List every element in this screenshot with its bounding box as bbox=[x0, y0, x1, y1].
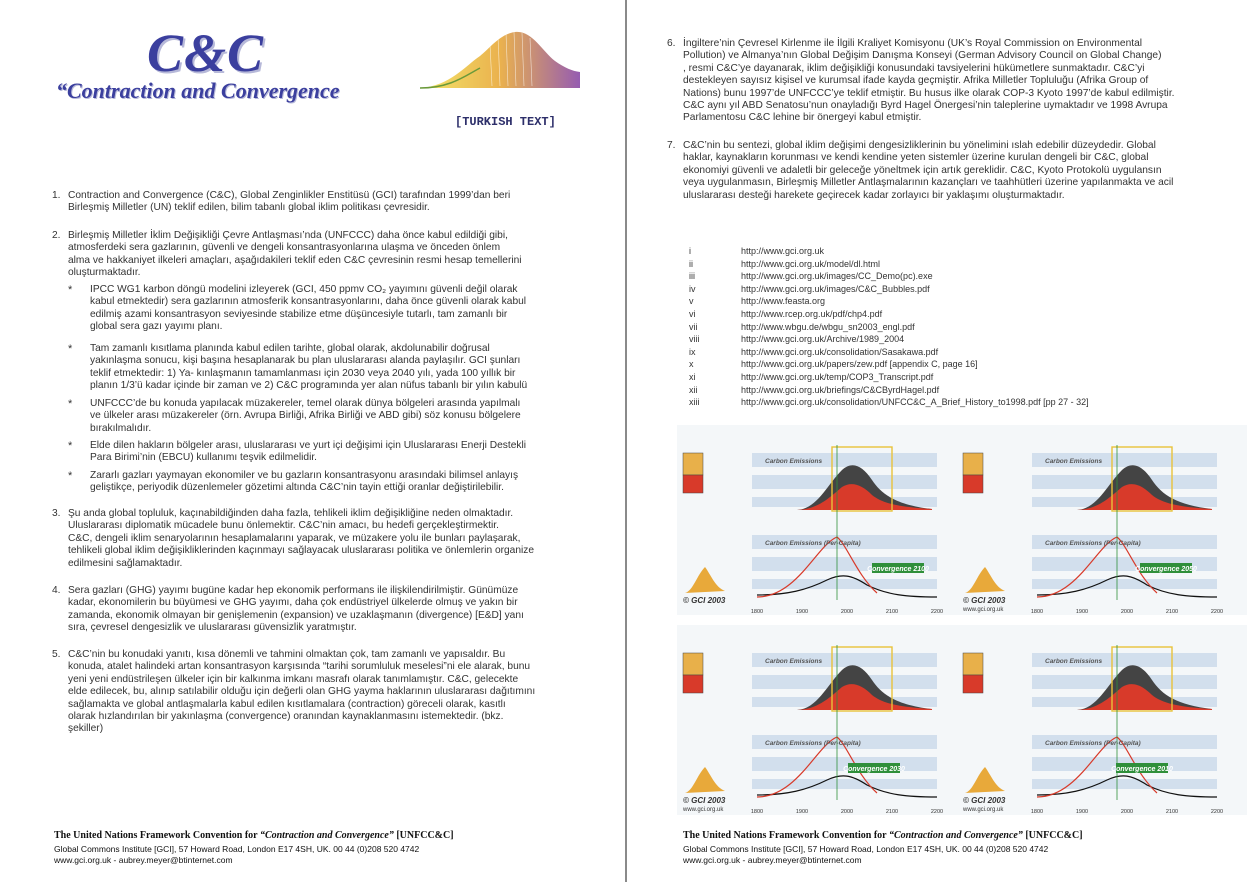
figure-graphic bbox=[957, 625, 1247, 815]
top-chart-label: Carbon Emissions bbox=[1045, 458, 1103, 465]
logo-title: C&C bbox=[147, 23, 265, 83]
bottom-chart-label: Carbon Emissions (Per-Capita) bbox=[1045, 540, 1141, 547]
year-tick-label: 2200 bbox=[930, 609, 944, 615]
bottom-chart-label: Carbon Emissions (Per-Capita) bbox=[1045, 740, 1141, 747]
reference-item: v http://www.feasta.org bbox=[689, 296, 826, 307]
convergence-badge-label: Convergence 2010 bbox=[1111, 766, 1173, 773]
reference-item: ix http://www.gci.org.uk/consolidation/Sasakawa.pdf bbox=[689, 346, 939, 357]
reference-link[interactable]: http://www.rcep.org.uk/pdf/chp4.pdf bbox=[741, 308, 883, 319]
year-tick-label: 2000 bbox=[1120, 809, 1134, 815]
year-tick-label: 2200 bbox=[1210, 809, 1224, 815]
year-tick-label: 2000 bbox=[840, 609, 854, 615]
grid-band bbox=[752, 779, 937, 789]
reference-link[interactable]: http://www.gci.org.uk bbox=[741, 246, 825, 256]
footer-contact: www.gci.org.uk - aubrey.meyer@btinternet.com bbox=[683, 855, 862, 865]
footer-address: Global Commons Institute [GCI], 57 Howard Road, London E17 4SH, UK. 00 44 (0)208 520 4742 bbox=[683, 844, 1049, 854]
reference-link[interactable]: http://www.gci.org.uk/papers/zew.pdf [appendix C, page 16] bbox=[741, 359, 978, 370]
convergence-badge-label: Convergence 2050 bbox=[1135, 566, 1197, 573]
website-label: www.gci.org.uk bbox=[963, 607, 1004, 613]
reference-link[interactable]: http://www.gci.org.uk/model/dl.html bbox=[741, 258, 881, 269]
north-box-icon bbox=[963, 453, 983, 475]
logo-subtitle: “Contraction and Convergence bbox=[56, 78, 340, 103]
language-tag: [TURKISH TEXT] bbox=[455, 115, 556, 129]
convergence-figure bbox=[677, 425, 967, 615]
footer-address: Global Commons Institute [GCI], 57 Howard Road, London E17 4SH, UK. 00 44 (0)208 520 4742 bbox=[54, 844, 420, 854]
reference-list bbox=[689, 245, 1089, 409]
right-page: 6. İngiltere’nin Çevresel Kirlenme ile İlgili Kraliyet Komisyonu (UK’s Royal Commission on Environmental Pollution) ve Almanya’nın Global Değişim Danışma Konseyi (German Advisory Council on Global Change) , resmi C&C’ye dayanarak, iklim değişikliği konusundaki tavsiyelerini hükümetlere sunmaktadır. C&C’yi destekleyen sayısız kişisel ve kurumsal ifade kayda geçmiştir. Afrika Milletler Topluluğu (Afrika Group of Nations) bunu 1997’de UNFCCC’ye teklif etmiştir. Bu husus ilke olarak COP-3 Kyoto 1997’de kabul edilmiştir. C&C aynı yıl ABD Senatosu’nun onayladığı Byrd Hagel Önergesi’nin taleplerine uymaktadır ve 1998 Avrupa Parlamentosu C&C lehine bir önergeyi kabul etmiştir. 7. C&C’nin bu sentezi, global iklim değişimi dengesizliklerinin bu yönelimini ıslah edebilir düzeydedir. Global haklar, kaynakların korunması ve kendi kendine yeten sistemler üzerine kurulan dengeli bir C&C, global ekonomiyi güvenli ve adaletli bir geleceğe yöneltmek için artık gereklidir. C&C, Kyoto Protokolü uygulansın veya uygulanmasın, Birleşmiş Milletler Antlaşmalarının kazançları ve taahhütleri üzerine yapılanmakta ve acil uluslararası desteği harekete geçirecek kadar zorlayıcı bir yaklaşımı oluşturmaktadır. i http://www.gci.org.uk ii http://www.gci.org.uk/model/dl.html iii http://www.gci.org.uk/images/CC_Demo(pc).exe iv http://www.gci.org.uk/images/C&C_Bubbles.pdf v http://www.feasta.org vi http://www.rcep.org.uk/pdf/chp4.pdf vii http://www.wbgu.de/wbgu_sn2003_engl.pdf viii http://www.gci.org.uk/Archive/1989_2004 ix http://www.gci.org.uk/consolidation/Sasakawa.pdf x http://www.gci.org.uk/papers/zew.pdf [appendix C, page 16] xi http://www.gci.org.uk/temp/COP3_Transcript.pdf xii http://www.gci.org.uk/briefings/C&CByrdHagel.pdf xiii http://www.gci.org.uk/consolidation/UNFCC&C_A_Brief_History_to1998.pdf [pp 27 - 32] Convergence 2100 Carbon Emissions Carbon Emissions (Per-Capita) © GCI 2003 1800 1900 2000 2100 2200 Convergence 2050 Carbon Emissions Carbon Emissions (Per-Capita) © GCI 2003 www.gci.org.uk 1800 1900 2000 2100 2200 Convergence 2030 Carbon Emissions Carbon Emissions (Per-Capita) © GCI 2003 www.gci.org.uk 1800 1900 2000 2100 2200 Convergence 2010 Carbon Emissions Carbon Emissions (Per-Capita) © GCI 2003 www.gci.org.uk 1800 1900 2000 2100 2200 The United Nations Framework Convention for “Contraction and Convergence” [UNFCC&C] Global Commons Institute [GCI], 57 Howard Road, London E17 4SH, UK. 00 44 (0)208 520 4742 www.gci.org.uk - aubrey.meyer@btinternet.com bbox=[627, 0, 1251, 882]
grid-band bbox=[752, 579, 937, 589]
reference-link[interactable]: http://www.gci.org.uk/consolidation/Sasakawa.pdf bbox=[741, 346, 939, 357]
reference-link[interactable]: http://www.feasta.org bbox=[741, 296, 826, 307]
website-label: www.gci.org.uk bbox=[683, 807, 724, 813]
year-tick-label: 1800 bbox=[750, 609, 764, 615]
grid-band bbox=[1032, 579, 1217, 589]
year-tick-label: 2000 bbox=[840, 809, 854, 815]
reference-item: vi http://www.rcep.org.uk/pdf/chp4.pdf bbox=[689, 308, 883, 319]
south-box-icon bbox=[963, 475, 983, 493]
reference-item: iii http://www.gci.org.uk/images/CC_Demo(pc).exe bbox=[689, 271, 933, 282]
year-tick-label: 2100 bbox=[1165, 609, 1179, 615]
north-box-icon bbox=[683, 453, 703, 475]
year-tick-label: 1900 bbox=[1075, 609, 1089, 615]
copyright-label: © GCI 2003 bbox=[963, 596, 1006, 605]
website-label: www.gci.org.uk bbox=[963, 807, 1004, 813]
north-box-icon bbox=[683, 653, 703, 675]
reference-item: x http://www.gci.org.uk/papers/zew.pdf [appendix C, page 16] bbox=[689, 359, 978, 370]
reference-item: viii http://www.gci.org.uk/Archive/1989_2004 bbox=[689, 334, 905, 345]
year-tick-label: 1900 bbox=[795, 609, 809, 615]
year-tick-label: 2100 bbox=[885, 809, 899, 815]
reference-item: vii http://www.wbgu.de/wbgu_sn2003_engl.pdf bbox=[689, 321, 915, 332]
mountain-logo-icon bbox=[420, 26, 580, 96]
year-tick-label: 2200 bbox=[930, 809, 944, 815]
south-box-icon bbox=[683, 475, 703, 493]
copyright-label: © GCI 2003 bbox=[683, 596, 726, 605]
top-chart-label: Carbon Emissions bbox=[765, 658, 823, 665]
top-chart-label: Carbon Emissions bbox=[1045, 658, 1103, 665]
year-tick-label: 1800 bbox=[1030, 809, 1044, 815]
reference-item: xii http://www.gci.org.uk/briefings/C&CByrdHagel.pdf bbox=[689, 384, 940, 395]
south-box-icon bbox=[683, 675, 703, 693]
reference-link[interactable]: http://www.gci.org.uk/images/C&C_Bubbles.pdf bbox=[741, 283, 930, 294]
year-tick-label: 1800 bbox=[1030, 609, 1044, 615]
north-box-icon bbox=[963, 653, 983, 675]
bottom-chart-label: Carbon Emissions (Per-Capita) bbox=[765, 740, 861, 747]
figure-graphic bbox=[957, 425, 1247, 615]
convergence-figure bbox=[957, 425, 1247, 615]
footer-contact: www.gci.org.uk - aubrey.meyer@btinternet.com bbox=[54, 855, 233, 865]
figure-graphic bbox=[677, 625, 967, 815]
copyright-label: © GCI 2003 bbox=[963, 796, 1006, 805]
reference-link[interactable]: http://www.gci.org.uk/Archive/1989_2004 bbox=[741, 334, 905, 345]
reference-item: xiii http://www.gci.org.uk/consolidation/UNFCC&C_A_Brief_History_to1998.pdf [pp 27 - 32] bbox=[689, 397, 1089, 408]
convergence-badge-label: Convergence 2030 bbox=[843, 766, 905, 773]
grid-band bbox=[1032, 779, 1217, 789]
left-page: C&C “Contraction and Convergence [TURKISH TEXT] 1. Contraction and Convergence (C&C), Global Zenginlikler Enstitüsü (GCI) tarafından 1999’dan beri Birleşmiş Milletler (UN) teklif edilen, bilim tabanlı global iklim politikası çevresidir. 2. Birleşmiş Milletler İklim Değişikliği Çevre Antlaşması’nda (UNFCCC) daha önce kabul edildiği gibi, atmosferdeki sera gazlarının, güvenli ve dengeli konsantrasyonlarına ulaşma ve önceden önlem alma ve hakkaniyet ilkeleri amaçları, aşağıdakileri teklif eden C&C çevresinin resmi hesap temellerini oluşturmaktadır. * IPCC WG1 karbon döngü modelini izleyerek (GCI, 450 ppmv CO₂ yayımını güvenli değil olarak kabul etmektedir) sera gazlarının atmosferik konsantrasyonlarını, daha önce güvenli olarak kabul edilmiş azami konsantrasyon seviyesinde stabilize etme düşüncesiyle tutarlı, tam zamanlı bir global sera gazı yayımı planı. * Tam zamanlı kısıtlama planında kabul edilen tarihte, global olarak, akdolunabilir doğrusal yakınlaşma sonucu, kişi başına hesaplanarak bu plan uluslararası alanda paylaşılır. GCI şunları teklif etmektedir: 1) Ya- kınlaşmanın tamamlanması için 2030 veya 2040 yılı, yada 100 yıllık bir planın 1/3’ü kadar içinde bir zaman ve 2) C&C programında yer alan nüfus tabanlı bir yılın kabulü * UNFCCC’de bu konuda yapılacak müzakereler, temel olarak dünya bölgeleri arasında yapılmalı ve ülkeler arası müzakereler (örn. Avrupa Birliği, Afrika Birliği ve ABD gibi) söz konusu bölgelere bırakılmalıdır. * Elde dilen hakların bölgeler arası, uluslararası ve yurt içi değişimi için Uluslararası Enerji Destekli Para Birimi’nin (EBCU) kullanımı teşvik edilmelidir. * Zararlı gazları yaymayan ekonomiler ve bu gazların konsantrasyonu arasındaki bilimsel anlayış geliştikçe, periyodik düzenlemeler gözetimi altında C&C’nin tayin ettiği oranlar değiştirilebilir. 3. Şu anda global topluluk, kaçınabildiğinden daha fazla, tehlikeli iklim değişikliğine neden olmaktadır. Uluslararası diplomatik mücadele bunu önlemektir. C&C’nin amacı, bu hedefi gerçekleştirmektir. C&C, dengeli iklim senaryolarının hesaplamalarını yaparak, ve müzakere yolu ile bunları paylaşarak, tehlikeli global iklim değişikliklerinden kaçınmayı sağlayacak uluslararası politika ve önlemlerin organize edilmesini sağlamaktadır. 4. Sera gazları (GHG) yayımı bugüne kadar hep ekonomik performans ile ilişkilendirilmiştir. Günümüze kadar, ekonomilerin bu büyümesi ve GHG yayımı, daha çok endüstriyel ülkelerde olmuş ve yakın bir zamanda, ekonomik olmayan bir genişlemenin (expansion) ve uzaklaşmanın (divergence) [E&D] yanı sıra, çevresel dengesizlik ve uluslararası güvensizlik yaratmıştır. 5. C&C’nin bu konudaki yanıtı, kısa dönemli ve tahmini olmaktan çok, tam zamanlı ve yapısaldır. Bu konuda, atalet halindeki artan konsantrasyon karşısında “tarihi sorumluluk meselesi”ni ele alarak, bunu yeni yeni endüstrileşen ülkeler için bir kalkınma imkanı masrafı olarak tanımlamıştır. C&C, gelecekte elde edilecek, bu, alınıp satılabilir olduğu için değerli olan GHG yayma haklarının uluslararası dağıtımını sağlamakta ve global antlaşmalarla kabul edilen kısıtlamalara (contraction) göreceli olarak, kasıtlı olarak hızlandırılan bir yakınlaşma (convergence) oranından kaynaklanmasını istemektedir. (bkz. şekiller) The United Nations Framework Convention for “Contraction and Convergence” [UNFCC&C] Global Commons Institute [GCI], 57 Howard Road, London E17 4SH, UK. 00 44 (0)208 520 4742 www.gci.org.uk - aubrey.meyer@btinternet.com bbox=[0, 0, 625, 882]
year-tick-label: 1900 bbox=[1075, 809, 1089, 815]
top-chart-label: Carbon Emissions bbox=[765, 458, 823, 465]
footer-title: The United Nations Framework Convention for “Contraction and Convergence” [UNFCC&C] bbox=[54, 830, 454, 841]
year-tick-label: 2100 bbox=[1165, 809, 1179, 815]
year-tick-label: 1800 bbox=[750, 809, 764, 815]
south-box-icon bbox=[963, 675, 983, 693]
convergence-figure bbox=[957, 625, 1247, 815]
reference-link[interactable]: http://www.wbgu.de/wbgu_sn2003_engl.pdf bbox=[741, 321, 915, 332]
year-tick-label: 2200 bbox=[1210, 609, 1224, 615]
figure-graphic bbox=[677, 425, 967, 615]
footer-title: The United Nations Framework Convention for “Contraction and Convergence” [UNFCC&C] bbox=[683, 830, 1083, 841]
year-tick-label: 2100 bbox=[885, 609, 899, 615]
reference-item: ii http://www.gci.org.uk/model/dl.html bbox=[689, 258, 881, 269]
reference-item: iv http://www.gci.org.uk/images/C&C_Bubbles.pdf bbox=[689, 283, 930, 294]
year-tick-label: 2000 bbox=[1120, 609, 1134, 615]
reference-link[interactable]: http://www.gci.org.uk/temp/COP3_Transcript.pdf bbox=[741, 371, 934, 382]
reference-link[interactable]: http://www.gci.org.uk/consolidation/UNFCC&C_A_Brief_History_to1998.pdf [pp 27 - 32] bbox=[741, 397, 1089, 408]
bottom-chart-label: Carbon Emissions (Per-Capita) bbox=[765, 540, 861, 547]
reference-link[interactable]: http://www.gci.org.uk/briefings/C&CByrdHagel.pdf bbox=[741, 384, 940, 395]
year-tick-label: 1900 bbox=[795, 809, 809, 815]
reference-item: i http://www.gci.org.uk bbox=[689, 246, 825, 256]
convergence-badge-label: Convergence 2100 bbox=[867, 566, 929, 573]
convergence-figure bbox=[677, 625, 967, 815]
reference-link[interactable]: http://www.gci.org.uk/images/CC_Demo(pc).exe bbox=[741, 271, 933, 282]
copyright-label: © GCI 2003 bbox=[683, 796, 726, 805]
reference-item: xi http://www.gci.org.uk/temp/COP3_Transcript.pdf bbox=[689, 371, 934, 382]
